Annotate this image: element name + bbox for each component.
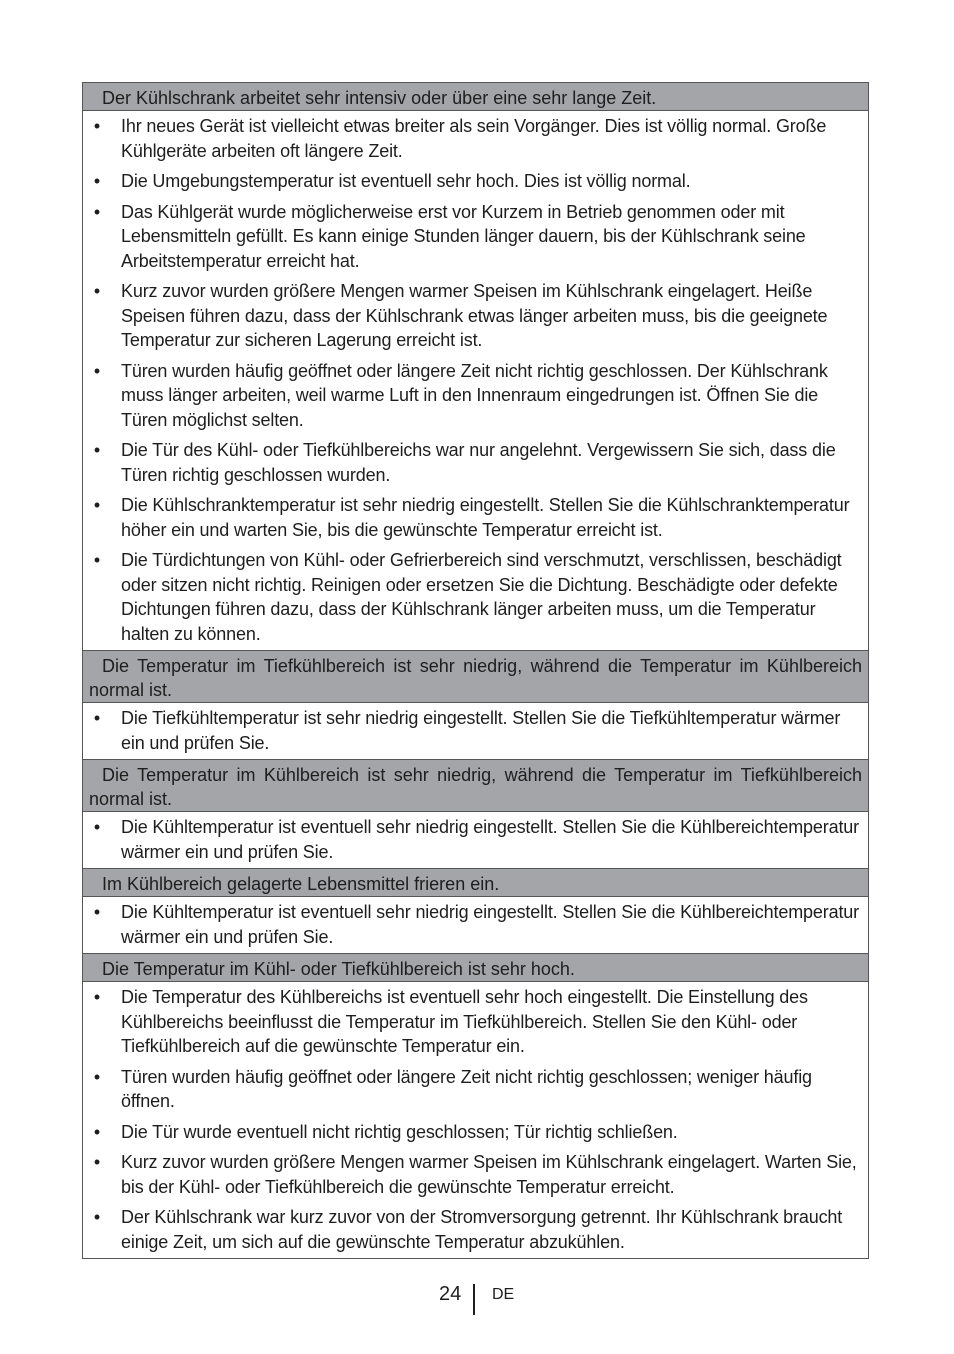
list-item-text: Ihr neues Gerät ist vielleicht etwas breiter als sein Vorgänger. Dies ist völlig normal. Große Kühlgeräte arbeiten oft längere Zeit. — [121, 116, 827, 161]
section-heading: Die Temperatur im Tiefkühlbereich ist sehr niedrig, während die Temperatur im Kühlbereich normal ist. — [83, 651, 868, 703]
troubleshooting-table — [82, 82, 869, 1259]
list-item — [83, 985, 860, 1059]
list-item-text: Kurz zuvor wurden größere Mengen warmer Speisen im Kühlschrank eingelagert. Warten Sie, bis der Kühl- oder Tiefkühlbereich die gewünschte Temperatur erreicht. — [121, 1152, 857, 1197]
list-item-text: Türen wurden häufig geöffnet oder längere Zeit nicht richtig geschlossen. Der Kühlschrank muss länger arbeiten, weil warme Luft in den Innenraum eingedrungen ist. Öffnen Sie die Türen möglichst selten. — [121, 360, 828, 430]
list-item-text: Das Kühlgerät wurde möglicherweise erst vor Kurzem in Betrieb genommen oder mit Lebensmitteln gefüllt. Es kann einige Stunden länger dauern, bis der Kühlschrank seine Arbeitstemperatur erreicht hat. — [121, 201, 806, 271]
bullet-icon: • — [93, 1066, 101, 1087]
bullet-icon: • — [93, 1207, 101, 1227]
list-item-text: Die Tür wurde eventuell nicht richtig geschlossen; Tür richtig schließen. — [121, 1121, 678, 1142]
bullet-icon: • — [93, 817, 101, 837]
list-item — [83, 200, 860, 274]
list-item-text: Die Kühltemperatur ist eventuell sehr niedrig eingestellt. Stellen Sie die Kühlbereichtemperatur wärmer ein und prüfen Sie. — [121, 817, 860, 862]
list-item-text: Die Kühltemperatur ist eventuell sehr niedrig eingestellt. Stellen Sie die Kühlbereichtemperatur wärmer ein und prüfen Sie. — [121, 902, 860, 947]
list-item — [83, 493, 860, 542]
list-item-text: Der Kühlschrank war kurz zuvor von der Stromversorgung getrennt. Ihr Kühlschrank braucht einige Zeit, um sich auf die gewünschte Temperatur abzukühlen. — [121, 1207, 843, 1252]
bullet-icon: • — [93, 116, 101, 136]
list-item — [83, 1205, 860, 1254]
list-item-text: Die Tür des Kühl- oder Tiefkühlbereichs war nur angelehnt. Vergewissern Sie sich, dass die Türen richtig geschlossen wurden. — [121, 440, 836, 485]
bullet-icon: • — [93, 1152, 101, 1172]
list-item — [83, 169, 860, 194]
section-body — [83, 111, 868, 651]
bullet-icon: • — [93, 495, 101, 515]
bullet-icon: • — [93, 708, 101, 728]
list-item-text: Kurz zuvor wurden größere Mengen warmer Speisen im Kühlschrank eingelagert. Heiße Speisen führen dazu, dass der Kühlschrank etwas länger arbeiten muss, bis die geeignete Temperatur zur sicheren Lagerung erreicht ist. — [121, 281, 828, 350]
section-heading: Im Kühlbereich gelagerte Lebensmittel frieren ein. — [83, 869, 868, 897]
list-item-text: Die Kühlschranktemperatur ist sehr niedrig eingestellt. Stellen Sie die Kühlschranktemperatur höher ein und warten Sie, bis die gewünschte Temperatur erreicht ist. — [121, 495, 850, 540]
bullet-icon: • — [93, 440, 101, 460]
section-heading: Die Temperatur im Kühl- oder Tiefkühlbereich ist sehr hoch. — [83, 954, 868, 982]
page-footer — [0, 1281, 954, 1315]
list-item — [83, 548, 860, 646]
footer-divider — [473, 1284, 475, 1315]
section-heading: Der Kühlschrank arbeitet sehr intensiv oder über eine sehr lange Zeit. — [83, 83, 868, 111]
list-item — [83, 815, 860, 864]
list-item — [83, 706, 860, 755]
list-item-text: Die Tiefkühltemperatur ist sehr niedrig eingestellt. Stellen Sie die Tiefkühltemperatur wärmer ein und prüfen Sie. — [121, 708, 841, 753]
section-body — [83, 982, 868, 1258]
list-item — [83, 114, 860, 163]
section-body — [83, 897, 868, 954]
list-item — [83, 900, 860, 949]
page-number: 24 — [439, 1283, 462, 1305]
list-item-text: Türen wurden häufig geöffnet oder längere Zeit nicht richtig geschlossen; weniger häufig öffnen. — [121, 1066, 812, 1111]
language-code: DE — [492, 1286, 515, 1303]
bullet-icon: • — [93, 987, 101, 1007]
section-body — [83, 703, 868, 760]
section-heading: Die Temperatur im Kühlbereich ist sehr niedrig, während die Temperatur im Tiefkühlbereich normal ist. — [83, 760, 868, 812]
list-item — [83, 438, 860, 487]
list-item-text: Die Temperatur des Kühlbereichs ist eventuell sehr hoch eingestellt. Die Einstellung des Kühlbereichs beeinflusst die Temperatur im Tiefkühlbereich. Stellen Sie den Kühl- oder Tiefkühlbereich auf die gewünschte Temperatur ein. — [121, 987, 808, 1056]
list-item-text: Die Umgebungstemperatur ist eventuell sehr hoch. Dies ist völlig normal. — [121, 171, 691, 191]
bullet-icon: • — [93, 550, 101, 570]
bullet-icon: • — [93, 281, 101, 301]
bullet-icon: • — [93, 902, 101, 922]
bullet-icon: • — [93, 1121, 101, 1142]
list-item — [83, 279, 860, 353]
list-item — [83, 1120, 860, 1145]
section-body — [83, 812, 868, 869]
list-item — [83, 359, 860, 433]
list-item — [83, 1065, 860, 1114]
bullet-icon: • — [93, 201, 101, 222]
list-item-text: Die Türdichtungen von Kühl- oder Gefrierbereich sind verschmutzt, verschlissen, beschädigt oder sitzen nicht richtig. Reinigen oder ersetzen Sie die Dichtung. Beschädigte oder defekte Dichtungen führen dazu, dass der Kühlschrank länger arbeiten muss, um die Temperatur halten zu können. — [121, 550, 842, 644]
bullet-icon: • — [93, 360, 101, 381]
list-item — [83, 1150, 860, 1199]
bullet-icon: • — [93, 171, 101, 191]
